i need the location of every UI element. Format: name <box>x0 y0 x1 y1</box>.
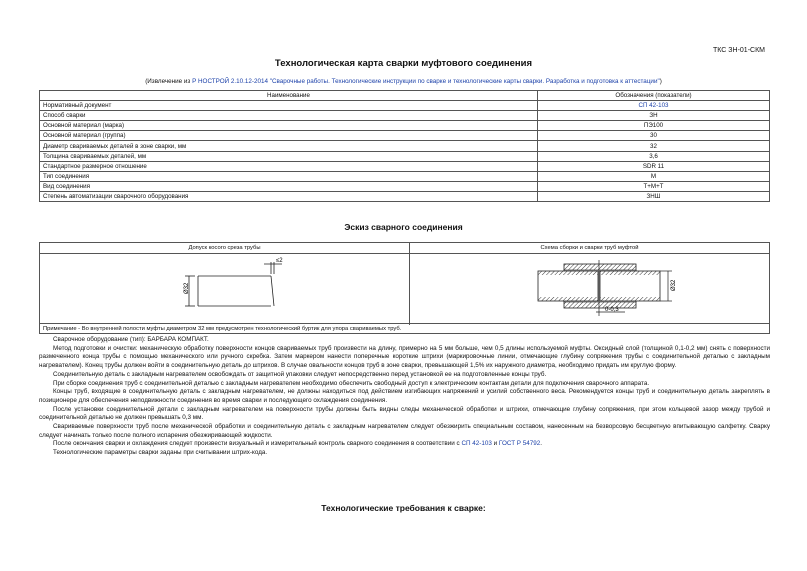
text-span: и <box>491 440 499 448</box>
row-name: Стандартное размерное отношение <box>40 161 538 171</box>
table-row <box>40 101 770 111</box>
requirements-title: Технологические требования к сварке: <box>321 503 486 513</box>
page-title: Технологическая карта сварки муфтового соединения <box>274 58 533 69</box>
row-name: Основной материал (группа) <box>40 131 538 141</box>
right-diameter-label: Ø32 <box>671 279 677 291</box>
extract-suffix: ) <box>659 78 662 85</box>
parameters-table <box>39 90 770 202</box>
paragraph: Метод подготовки и очистки: механическую обработку поверхности концов свариваемых труб произвести на длину, примерно на 5 мм больше, чем 0,5 длины используемой муфты. Оксидный слой (толщиной 0,1-0,2 мм) снять с поверхности размеченного конца трубы с помощью механического или ручного скребка. Затем маркером нанести поперечные короткие штрихи (маркировочные линии, отмечающие глубину сопряжения трубы с соединительной деталью с закладным нагревателем). Конец трубы должен войти в соединительную деталь до штрихов. В случае овальности концов труб в зоне сварки, превышающей 1,5% их наружного диаметра, необходимо придать им круглую форму. <box>39 344 770 370</box>
table-row <box>40 161 770 171</box>
row-value: М <box>538 171 770 181</box>
row-value: ПЭ100 <box>538 121 770 131</box>
gap-label: 0-0,3 <box>605 307 619 313</box>
paragraph: Сварочное оборудование (тип): БАРБАРА КОМПАКТ. <box>53 336 209 343</box>
sketch-title: Эскиз сварного соединения <box>344 222 463 232</box>
row-value: Т+М+Т <box>538 181 770 191</box>
text-span: . <box>540 440 543 448</box>
angle-tolerance-label: ≤2 <box>276 258 283 264</box>
paragraph: При сборке соединения труб с соединительной деталью с закладным нагревателем необходимо обеспечить свободный доступ к электрическим контактам детали для подключения сварочного аппарата. <box>53 379 650 387</box>
table-header-row <box>40 91 770 101</box>
table-row <box>40 131 770 141</box>
paragraph <box>39 440 770 449</box>
row-name: Вид соединения <box>40 181 538 191</box>
row-value: SDR 11 <box>538 161 770 171</box>
extract-prefix: (Извлечение из <box>145 78 193 85</box>
sketch-frame <box>39 242 770 334</box>
row-name: Тип соединения <box>40 171 538 181</box>
header-name: Наименование <box>40 91 538 101</box>
extract-link[interactable]: Р НОСТРОЙ 2.10.12-2014 "Сварочные работы. Технологические инструкции по сварке и технологические карты сварки. Разработка и подготовка к аттестации" <box>192 78 660 85</box>
sketch-left-header: Допуск косого среза трубы <box>40 243 409 254</box>
row-value: ЗН <box>538 111 770 121</box>
paragraph: Соединительную деталь с закладным нагревателем освобождать от защитной упаковки следует непосредственно перед установкой ее на подготовленные концы труб. <box>53 370 547 378</box>
extract-note <box>0 78 807 85</box>
paragraph: Свариваемые поверхности труб после механической обработки и соединительную деталь с закладным нагревателем следует обезжирить специальным составом, нанесенным на безворсовую бесцветную впитывающую салфетку. Сварку следует начинать только после полного испарения обезжиривающей жидкости. <box>39 423 770 439</box>
row-name: Степень автоматизации сварочного оборудования <box>40 191 538 201</box>
document-code: ТКС ЗН-01-СКМ <box>713 47 765 54</box>
paragraph: Концы труб, входящие в соединительную деталь с закладным нагревателем, не должны находиться под действием изгибающих напряжений и усилий собственного веса. Рекомендуется концы труб и соединительную деталь закреплять в позиционере для обеспечения неподвижности соединения во время сварки и последующего охлаждения соединения. <box>39 388 770 404</box>
row-value: 32 <box>538 141 770 151</box>
coupling-assembly-drawing <box>410 254 769 324</box>
table-row <box>40 181 770 191</box>
row-value-link[interactable]: СП 42-103 <box>538 101 770 111</box>
row-value: 3,6 <box>538 151 770 161</box>
table-row <box>40 111 770 121</box>
row-name: Основной материал (марка) <box>40 121 538 131</box>
row-value: 30 <box>538 131 770 141</box>
table-row <box>40 151 770 161</box>
row-value: ЗНШ <box>538 191 770 201</box>
paragraph: После установки соединительной детали с закладным нагревателем на поверхности трубы должны быть видны следы механической обработки и штрихи, отмечающие глубину сопряжения, при этом кольцевой зазор между трубой и соединительной деталью не должен превышать 0,3 мм. <box>39 405 770 422</box>
text-span: После окончания сварки и охлаждения следует произвести визуальный и измерительный контроль сварного соединения в соответствии с <box>53 440 462 448</box>
table-row <box>40 141 770 151</box>
pipe-cut-tolerance-drawing <box>40 254 409 324</box>
row-name: Диаметр свариваемых деталей в зоне сварки, мм <box>40 141 538 151</box>
header-value: Обозначения (показатели) <box>538 91 770 101</box>
row-name: Нормативный документ <box>40 101 538 111</box>
doc-link-sp[interactable]: СП 42-103 <box>461 440 492 448</box>
right-pipe <box>600 271 660 301</box>
table-row <box>40 121 770 131</box>
paragraph: Технологические параметры сварки заданы при считывании штрих-кода. <box>53 449 268 457</box>
sketch-note: Примечание - Во внутренней полости муфты диаметром 32 мм предусмотрен технологический буртик для упора свариваемых труб. <box>40 323 769 333</box>
left-diameter-label: Ø32 <box>184 282 190 294</box>
table-row <box>40 171 770 181</box>
left-pipe <box>538 271 598 301</box>
sketch-right-header: Схема сборки и сварки труб муфтой <box>410 243 769 254</box>
instructions-text <box>39 336 770 458</box>
row-name: Толщина свариваемых деталей, мм <box>40 151 538 161</box>
doc-link-gost[interactable]: ГОСТ Р 54792 <box>498 440 541 448</box>
row-name: Способ сварки <box>40 111 538 121</box>
table-row <box>40 191 770 201</box>
